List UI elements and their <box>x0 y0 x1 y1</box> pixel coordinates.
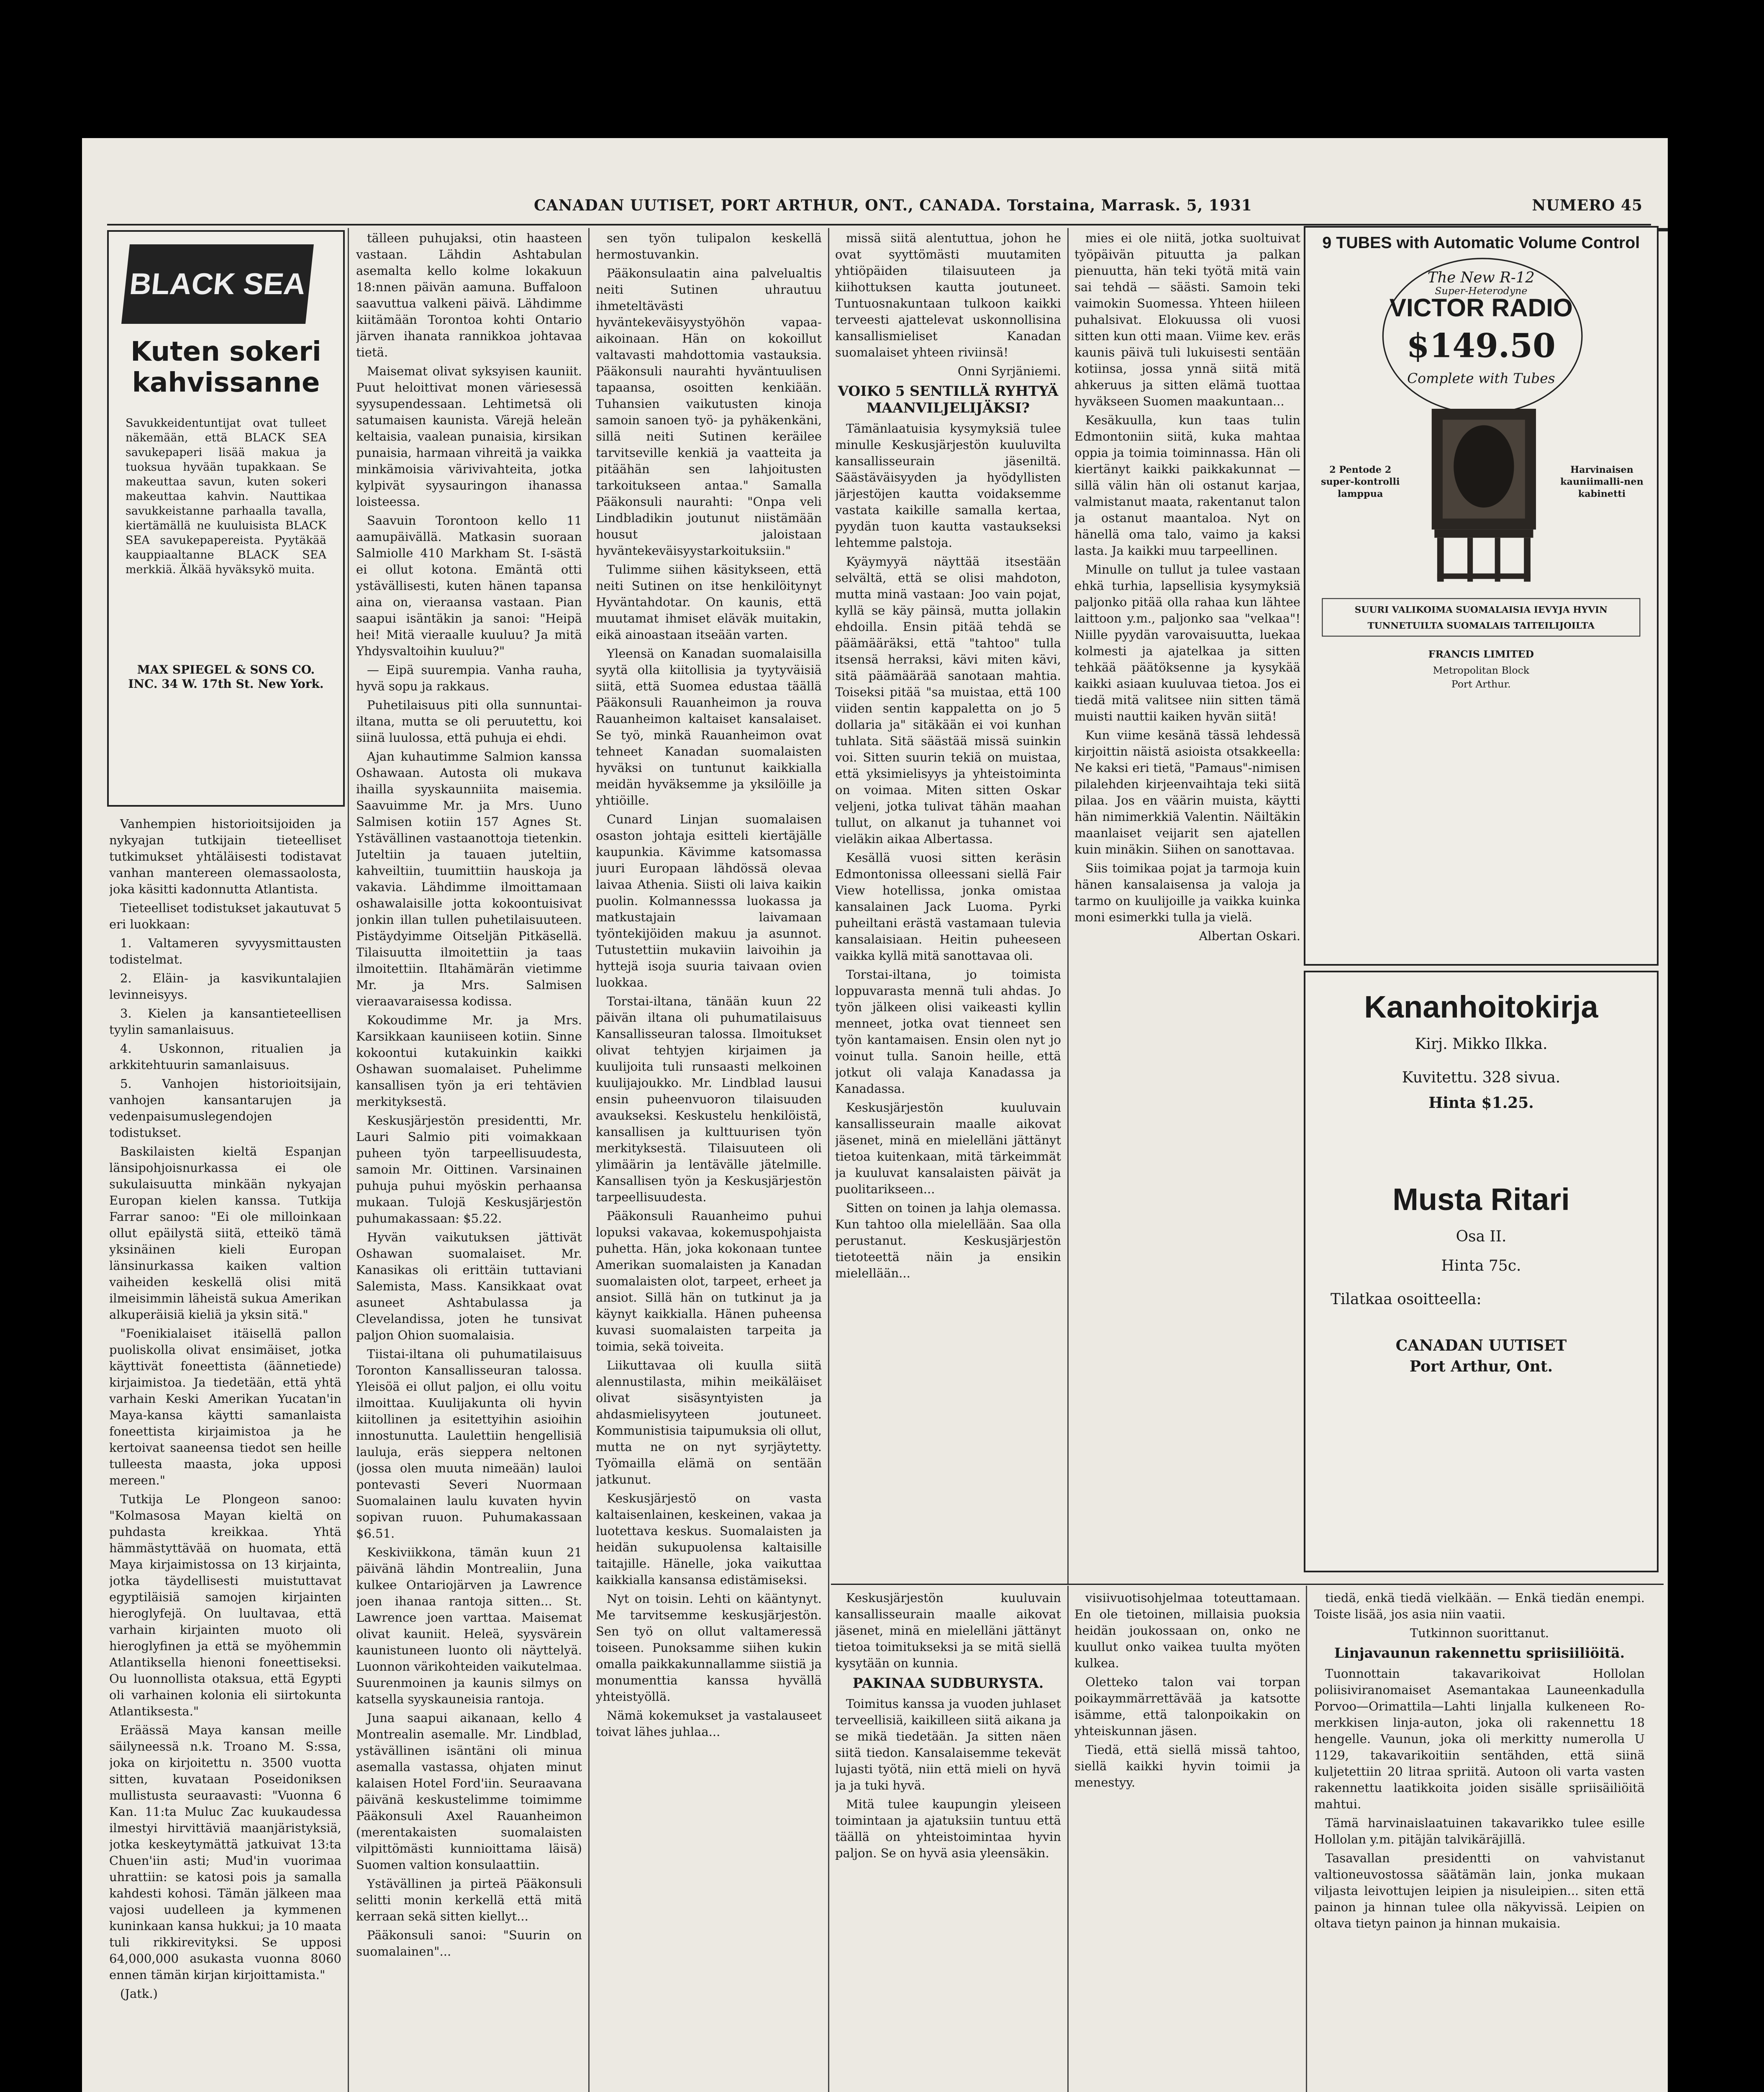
paragraph: Kokoudimme Mr. ja Mrs. Karsikkaan kauniiseen kotiin. Sinne kokoontui kutakuinkin kaikki Oshawan suomalaiset. Puhelimme kansallisen työn ja eri tehtävien merkityksestä. <box>356 1013 582 1109</box>
book-info: Kuvitettu. 328 sivua. <box>1402 1069 1561 1086</box>
paragraph: 1. Valtameren syvyysmittausten todistelmat. <box>109 936 341 967</box>
book-price: Hinta $1.25. <box>1428 1094 1534 1112</box>
paragraph: Tiedä, että siellä missä tahtoo, siellä kaikki hyvin toimii ja menestyy. <box>1074 1743 1300 1789</box>
radio-model: The New R-12 <box>1427 269 1535 286</box>
paragraph: sen työn tulipalon keskellä hermostuvankin. <box>596 231 822 262</box>
book-price-2: Hinta 75c. <box>1441 1257 1521 1274</box>
column-4-lower <box>835 1590 1061 2092</box>
paragraph: Cunard Linjan suomalaisen osaston johtaja esitteli kiertäjälle kaupunkia. Kävimme katsomassa juuri Europaan lähdössä olevaa laivaa Athenia. Siisti oli laiva kaikin puolin. Kolmannesssa luokassa ja matkustajain laivamaan työntekijöiden makuu ja asunnot. Tutustettiin mukaviin laivoihin ja hyttejä isoja suuria taivaan ovien luokkaa. <box>596 812 822 990</box>
paragraph: 2. Eläin- ja kasvikuntalajien levinneisyys. <box>109 971 341 1002</box>
paragraph: Minulle on tullut ja tulee vastaan ehkä turhia, lapsellisia kysymyksiä paljonko pitää olla rahaa kun lähtee laittoon y.m., paljonko saa "velkaa"! Niille pyydän varovaisuutta, luekaa kolmesti ja ajatelkaa ja sitten tehkää päätöksenne ja kysykää kaikki asiaan kuuluvaa tietoa. Jos ei tiedä mitä valitsee niin sitten tämä muisti nauttii kaiken hyvän siitä! <box>1074 562 1300 723</box>
paragraph: Maisemat olivat syksyisen kauniit. Puut heloittivat monen väriesessä syysupendessaan. Lehtimetsä oli satumaisen kaunista. Värejä heleän keltaisia, vaalean punaisia, kirsikan punaisia, harmaan vihreitä ja vaikka minkämoisia värivivahteita, jotka kylpivät syysauringon ihanassa loisteessa. <box>356 364 582 509</box>
paragraph: Tiistai-iltana oli puhumatilaisuus Toronton Kansallisseuran talossa. Yleisöä ei ollut paljon, ei ollu voitu ilmoittaa. Kuulijakunta oli hyvin kiitollinen ja esitettyihin asioihin innostunutta. Laulettiin hengellisiä lauluja, eräs sieppera neltonen (jossa olen muuta nimeään) lauloi pontevasti Severi Nuormaan Suomalainen laulu kuvaten hyvin sopivan ruuon. Puhumakassaan $6.51. <box>356 1347 582 1541</box>
section-rule <box>831 1584 1664 1585</box>
paragraph: mies ei ole niitä, jotka suoltuivat työpäivän pituutta ja palkan pienuutta, hän teki työtä mitä vain sai tehdä — säästi. Samoin teki vaimokin Suomessa. Yhteen hiileen puhalsivat. Elokuussa oli vuosi sitten kun otti maan. Viime kev. eräs kaunis päivä tuli lukuisesti sentään kotiinsa, jossa ynnä siitä mitä ahkeruus ja sitten elämä tuottaa hyväkseen Suomen maakuntaan... <box>1074 231 1300 408</box>
radio-dealer-city: Port Arthur. <box>1451 678 1511 690</box>
paragraph: Tulimme siihen käsitykseen, että neiti Sutinen on itse henkilöitynyt Hyväntahdotar. On kaunis, että muutamat ihmiset eläväk muitakin, eikä ainoastaan itseään varten. <box>596 562 822 642</box>
radio-headline: 9 TUBES with Automatic Volume Control <box>1322 233 1640 252</box>
paragraph: Ystävällinen ja pirteä Pääkonsuli selitti monin kerkellä että mitä kerraan sekä sitten kiellyt... <box>356 1877 582 1923</box>
paragraph: Kun viime kesänä tässä lehdessä kirjoittin näistä asioista otsakkeella: Ne kaksi eri tietä, "Pamaus"-nimisen pilalehden kirjeenvaihtaja teki siitä pilaa. Jos en väärin muista, käytti hän nimimerkkiä Valentin. Näiltäkin maanlaiset veijarit sen ajatellen kuin minäkin. Siihen on sanottavaa. <box>1074 728 1300 856</box>
radio-feature-left: 2 Pentode 2 super-kontrolli lamppua <box>1320 464 1400 500</box>
radio-banner: SUURI VALIKOIMA SUOMALAISIA IEVYJA HYVIN TUNNETUILTA SUOMALAIS TAITEILIJOILTA <box>1322 598 1640 637</box>
paragraph: Vanhempien historioitsijoiden ja nykyajan tutkijain tieteelliset tutkimukset yhtäläisesti todistavat vanhan mantereen olemassaolosta, joka käsitti kadonnutta Atlantista. <box>109 817 341 896</box>
paragraph: 3. Kielen ja kansantieteellisen tyylin samanlaisuus. <box>109 1006 341 1037</box>
paragraph: Kyäymyyä näyttää itsestään selvältä, että se olisi mahdoton, mutta minä vastaan: Joo vain pojat, kyllä se käy päinsä, mutta jollakin ehdoilla. Ensin pitää tehdä se päämääräksi, että "tahtoo" tulla itsensä herraksi, kävi miten kävi, sitä päämäärää sanotaan mahtia. Toiseksi pitää "sa muistaa, että 100 viiden sentin kappaletta on jo 5 dollaria ja" sitäkään ei voi kunhan tuhlata. Sitä säästää missä suinkin voi. Sitten suurin tekiä on muistaa, että yksimielisyys ja yhteistoiminta on voimaa. Miten sitten Oskar veljeni, jotka tulivat tähän maahan tullut, on alkanut ja tuhannet voi vieläkin aikaa Albertassa. <box>835 554 1061 846</box>
column-5 <box>1074 230 1300 1582</box>
radio-brand: VICTOR RADIO <box>1389 294 1573 322</box>
paragraph: Oletteko talon vai torpan poikaymmärrettävää ja katsotte isämme, että talonpoikakin on yhteiskunnan jäsen. <box>1074 1675 1300 1738</box>
paragraph: Tieteelliset todistukset jakautuvat 5 eri luokkaan: <box>109 901 341 931</box>
masthead-rule <box>107 224 1651 226</box>
paragraph: Baskilaisten kieltä Espanjan länsipohjoisnurkassa ei ole sukulaisuutta minkään nykyajan Europan kielen kanssa. Tutkija Farrar sanoo: "Ei ole milloinkaan ollut epäilystä siitä, etteikö tämä yksinäinen kieli Europan länsinurkassa kaiken valtion vaiheiden keskellä olisi mitä ilmeisimmin läheistä sukua Amerikan alkuperäisiä kieliä ja yksin sitä." <box>109 1144 341 1322</box>
paragraph: Toimitus kanssa ja vuoden juhlaset terveellisiä, kaikilleen siitä aikana ja se mikä tiedetään. Ja sitten näen siitä tiedon. Kansalaisemme tekevät lujasti työtä, niin että mieli on hyvä ja ja tuki hyvä. <box>835 1697 1061 1792</box>
victor-radio-ad <box>1304 226 1659 966</box>
paragraph: Kesällä vuosi sitten keräsin Edmontonissa olleessani siellä Fair View hotellissa, jonka omistaa kansalainen Jack Luoma. Pyrki puheiltani erästä vastamaan tulevia kansalaisiaan. Heitin puheeseen vaikka kyllä mitä sanottavaa oli. <box>835 851 1061 963</box>
paragraph: Yleensä on Kanadan suomalaisilla syytä olla kiitollisia ja tyytyväisiä siitä, että Suomea edustaa täällä Pääkonsuli Rauanheimon ja rouva Rauanheimon kaltaiset kansalaiset. Se työ, minkä Rauanheimon ovat tehneet Kanadan suomalaisten hyväksi on tuntunut kaikkialla meidän hyväksemme ja yksilöille ja yhtiöille. <box>596 646 822 808</box>
page-number: NUMERO 45 <box>1532 197 1643 214</box>
paragraph: Eräässä Maya kansan meille säilyneessä n.k. Troano M. S:ssa, joka on kirjoitettu n. 3500 vuotta sitten, kuvataan Poseidoniksen mullistusta seuraavasti: "Vuonna 6 Kan. 11:ta Muluc Zac kuukaudessa ilmestyi hirvittäviä maanjäristyksiä, jotka keskeytymättä jatkuivat 13:ta Chuen'iin asti; Mud'in vuorimaa uhrattiin: se katosi pois ja samalla kahdesti kohosi. Tämän jälkeen maa vajosi uudelleen ja kymmenen kuninkaan kansa hukkui; ja 10 maata tuli rikkirevityksi. Se upposi 64,000,000 asukasta vuonna 8060 ennen tämän kirjan kirjoittamista." <box>109 1723 341 1982</box>
column-4 <box>835 230 1061 1582</box>
masthead-title: CANADAN UUTISET, PORT ARTHUR, ONT., CANADA. Torstaina, Marrask. 5, 1931 <box>534 197 1252 214</box>
paragraph: Tämä harvinaislaatuinen takavarikko tulee esille Hollolan y.m. pitäjän talvikäräjillä. <box>1314 1816 1645 1846</box>
paragraph: Kesäkuulla, kun taas tulin Edmontoniin siitä, kuka mahtaa oppia ja toimia toiminnassa. Hän oli kiertänyt kaikki paikkakunnat — sillä välin hän oli ostanut karjaa, valmistanut maata, rakentanut talon ja ostanut maantaloa. Nyt on hänellä oma talo, vaimo ja kaksi lasta. Ja kaikki muu tarpeellinen. <box>1074 413 1300 558</box>
paragraph: Siis toimikaa pojat ja tarmoja kuin hänen kansalaisensa ja valoja ja tarmo on kuulijoille ja vaikka kuinka moni esimerkki tulla ja vielä. <box>1074 861 1300 924</box>
radio-price: $149.50 <box>1406 326 1556 365</box>
radio-tubes: Complete with Tubes <box>1407 370 1555 387</box>
article-headline: VOIKO 5 SENTILLÄ RYHTYÄ MAANVILJELIJÄKSI? <box>838 383 1059 416</box>
paragraph: Keskusjärjestön presidentti, Mr. Lauri Salmio piti voimakkaan puheen työn tarpeellisuudesta, samoin Mr. Oittinen. Varsinainen puhuja puhui myöskin perhaansa mukaan. Tulojä Keskusjärjestön puhumakassaan: $5.22. <box>356 1113 582 1225</box>
column-5-lower <box>1074 1590 1300 2092</box>
radio-dealer-address: Metropolitan Block <box>1433 665 1530 676</box>
paragraph: "Foenikialaiset itäisellä pallon puoliskolla olivat ensimäiset, jotka käyttivät foneettista (äännetiede) kirjaimistoa. Ja tiedetään, että yhtä varhain Keski Amerikan Yucatan'in Maya-kansa käytti samanlaista foneettista kirjaimistoa ja he kertoivat saaneensa tiedot sen heille tulleesta maasta, joka upposi mereen." <box>109 1326 341 1487</box>
paragraph: Nyt on toisin. Lehti on kääntynyt. Me tarvitsemme keskusjärjestön. Sen työ on ollut valtameressä toiseen. Punoksamme siihen kukin omalla paikkakunnallamme siistiä ja monumenttia kanssa hyvällä yhteistyöllä. <box>596 1592 822 1704</box>
paragraph: Sitten on toinen ja lahja olemassa. Kun tahtoo olla mielellään. Saa olla perustanut. Keskusjärjestön tietoteettä näin ja ensikin mielellään... <box>835 1201 1061 1280</box>
paragraph: tiedä, enkä tiedä vielkään. — Enkä tiedän enempi. Toiste lisää, jos asia niin vaatii. <box>1314 1591 1645 1621</box>
column-1 <box>109 816 341 2092</box>
signature: Albertan Oskari. <box>1199 929 1300 943</box>
black-sea-ad <box>107 230 345 807</box>
radio-ad-inner <box>1305 228 1657 711</box>
book-title: Kananhoitokirja <box>1364 990 1598 1024</box>
column-divider <box>348 228 349 2092</box>
signature: Onni Syrjäniemi. <box>957 364 1061 378</box>
book-part: Osa II. <box>1456 1228 1507 1245</box>
radio-superhet: Super-Heterodyne <box>1435 285 1528 297</box>
paragraph: — Eipä suurempia. Vanha rauha, hyvä sopu ja rakkaus. <box>356 663 582 693</box>
paragraph: Torstai-iltana, jo toimista loppuvarasta mennä tuli ahdas. Jo työn jälkeen olisi vaikeasti kyllin menneet, jotka ovat tienneet sen työn kantamaisen. Ensin olen nyt jo voinut tulla. Sanoin heille, että jotkut oli valaja Kanadassa ja Kanadassa. <box>835 967 1061 1096</box>
paragraph: Mitä tulee kaupungin yleiseen toimintaan ja ajatuksiin tuntuu että täällä on yhteistoimintaa hyvin paljon. Se on hyvä asia yleensäkin. <box>835 1797 1061 1860</box>
column-divider <box>828 228 829 2092</box>
paragraph: Nämä kokemukset ja vastalauseet toivat lähes juhlaa... <box>596 1708 822 1739</box>
paragraph: Torstai-iltana, tänään kuun 22 päivän iltana oli puhumatilaisuus Kansallisseuran talossa. Ilmoitukset olivat tehtyjen kirjaimen ja kuulijoita tuli runsaasti melkoinen kuulijajoukko. Mr. Lindblad lausui ensin puheenvuoron tilaisuuden avaukseksi. Keskustelu henkilöistä, kansallisen ja kulttuurisen työn merkityksestä. Tilaisuuteen oli ylimäärin ja lentävälle jätelmille. Kansallisen työn ja Keskusjärjestön tarpeellisuudesta. <box>596 994 822 1204</box>
radio-feature-right: Harvinaisen kauniimalli-nen kabinetti <box>1560 464 1643 500</box>
paragraph: 4. Uskonnon, ritualien ja arkkitehtuurin samanlaisuus. <box>109 1041 341 1072</box>
paragraph: Hyvän vaikutuksen jättivät Oshawan suomalaiset. Mr. Kanasikas oli erittäin tuttaviani Salemista, Mass. Kansikkaat ovat asuneet Ashtabulassa ja Clevelandissa, joten he tunsivat paljon Ohion suomalaisia. <box>356 1230 582 1342</box>
black-sea-logo: BLACK SEA <box>121 244 314 324</box>
ad-title: Kuten sokeri kahvissanne <box>131 336 321 398</box>
paragraph: Keskusjärjestön kuuluvain kansallisseurain maalle aikovat jäsenet, minä en mielelläni jättänyt tietoa toimitukseksi ja se mitä siellä kysytään on kunnia. <box>835 1591 1061 1670</box>
paragraph: (Jatk.) <box>120 1987 158 2001</box>
paragraph: Pääkonsulaatin aina palvelualtis neiti Sutinen uhrautuu ihmeteltävästi hyväntekeväisyystyöhön vapaa-aikoinaan. Hän on kokoillut valtavasti mahdottomia vastauksia. Pääkonsuli naurahti hyväntuulisen tapaansa, osoitten kenkiään. Tuhansien vaikutusten kinoja samoin sanoen työ- ja pyhäkenkäni, sillä neiti Sutinen keräilee tarvitseville kenkiä ja vaatteita ja pitäähän sen lahjoitusten tarkoitukseen antaa." Samalla Pääkonsuli naurahti: "Onpa veli Lindbladikin joutunut niistämään housut jaloistaan hyväntekeväisyystarkoituksiin." <box>596 266 822 558</box>
order-instructions: Tilatkaa osoitteella: <box>1331 1291 1482 1308</box>
publisher-city: Port Arthur, Ont. <box>1409 1358 1553 1375</box>
radio-dealer: FRANCIS LIMITED <box>1428 648 1534 660</box>
paragraph: 5. Vanhojen historioitsijain, vanhojen kansantarujen ja vedenpaisumuslegendojen todistukset. <box>109 1077 341 1140</box>
paragraph: Pääkonsuli Rauanheimo puhui lopuksi vakavaa, kokemuspohjaista puhetta. Hän, joka kokonaan tuntee Amerikan suomalaisten ja Kanadan suomalaisten olot, tarpeet, erheet ja ansiot. Sillä hän on tutkinut ja ja käynyt kaikkialla. Hänen puheensa kuvasi suomalaisten tarpeita ja toimia, sekä toiveita. <box>596 1209 822 1354</box>
column-divider <box>1067 1586 1069 2092</box>
paragraph: Saavuin Torontoon kello 11 aamupäivällä. Matkasin suoraan Salmiolle 410 Markham St. I-sästä ei ollut kotona. Emäntä otti ystävällisesti, kuten hänen tapansa aina on, vieraansa vastaan. Pian saapui isäntäkin ja sanoi: "Heipä hei! Mitä vieraalle kuuluu? Ja mitä Yhdysvaltoihin kuuluu?" <box>356 513 582 658</box>
paragraph: Pääkonsuli sanoi: "Suurin on suomalainen"... <box>356 1928 582 1959</box>
article-headline: PAKINAA SUDBURYSTA. <box>852 1675 1044 1691</box>
column-6-lower <box>1314 1590 1645 2092</box>
column-divider <box>588 228 590 2092</box>
book-ad <box>1304 971 1659 1572</box>
paragraph: Keskusjärjestön kuuluvain kansallisseurain maalle aikovat jäsenet, minä en mielelläni jättänyt tietoa kuitenkaan, mitä tärkeimmät ja kuuluvat kansalaisten päivät ja puolitarikseen... <box>835 1100 1061 1196</box>
paragraph: Tuonnottain takavarikoivat Hollolan poliisiviranomaiset Asemantakaa Launeenkadulla Porvoo—Orimattila—Lahti linjalla kulkeneen Ro-merkkisen linja-auton, joka oli rakennettu 18 hengelle. Vaunun, joka oli merkitty numerolla U 1129, takavarikoitiin sentähden, että siinä kuljetettiin 20 litraa spriitä. Autoon oli varta vasten rakennettu laatikkoita joiden sisälle spriisäiliöitä mahtui. <box>1314 1666 1645 1811</box>
masthead <box>82 192 1668 222</box>
signature: Tutkinnon suorittanut. <box>1410 1626 1549 1640</box>
column-divider <box>1067 228 1069 1584</box>
paragraph: Puhetilaisuus piti olla sunnuntai-iltana, mutta se oli peruutettu, koi siinä luulossa, että puhuja ei ehdi. <box>356 698 582 745</box>
paragraph: Liikuttavaa oli kuulla siitä alennustilasta, mihin meikäläiset olivat sisäsyntyisten ja ahdasmielisyyteen joutuneet. Kommunistisia taipumuksia oli ollut, mutta ne on nyt syrjäytetty. Työmailla elämä on sentään jatkunut. <box>596 1358 822 1487</box>
paragraph: visiivuotisohjelmaa toteuttamaan. En ole tietoinen, millaisia puoksia heidän joukossaan on, onko ne kuullut onko vaikea tuulta myöten kulkea. <box>1074 1591 1300 1670</box>
newspaper-page <box>82 138 1668 2092</box>
paragraph: Tutkija Le Plongeon sanoo: "Kolmasosa Mayan kieltä on puhdasta kreikkaa. Yhtä hämmästyttävää on huomata, että Maya kirjaimistossa on 13 kirjainta, jotka täydellisesti muistuttavat egyptiläisiä samojen kirjainten hieroglyfejä. On luultavaa, että varhain kirjainten muoto oli hieroglyfinen ja että se myöhemmin Atlantiksella hienoni foneettiseksi. Ou luonnollista otaksua, että Egypti oli varhainen kolonia eli siirtokunta Atlantiksesta." <box>109 1492 341 1718</box>
paragraph: Ajan kuhautimme Salmion kanssa Oshawaan. Autosta oli mukava ihailla syyskaunniita maisemia. Saavuimme Mr. ja Mrs. Uuno Salmisen kotiin 157 Agnes St. Ystävällinen vastaanottoja tietenkin. Juteltiin ja tauaen juteltiin, kahveiltiin, tuumittiin hauskoja ja vakavia. Lähdimme ilmoittamaan oshawalaisille jotta kokoontuisivat jonkin illan tullen puhetilaisuuteen. Pistäydyimme Oitseljän Pitkäsellä. Tilaisuutta ilmoitettiin ja taas ilmoitettiin. Iltahämärän vietimme Mr. ja Mrs. Salmisen vieraavaraisessa kodissa. <box>356 749 582 1008</box>
column-divider <box>1306 1586 1307 2092</box>
paragraph: Keskusjärjestö on vasta kaltaisenlainen, keskeinen, vakaa ja luotettava keskus. Suomalaisten ja heidän sukupuolensa kaltaisille taitajille. Hänelle, joka vaikuttaa kaikkialla kansansa edistämiseksi. <box>596 1491 822 1587</box>
article-headline: Linjavaunun rakennettu spriisiiliöitä. <box>1334 1645 1625 1661</box>
radio-cabinet-icon <box>1426 409 1542 585</box>
publisher: CANADAN UUTISET <box>1395 1337 1567 1354</box>
paragraph: tälleen puhujaksi, otin haasteen vastaan. Lähdin Ashtabulan asemalta kello kolme lokakuun 18:nnen päivän aamuna. Buffaloon saavuttua valkeni päivä. Lähdimme kiitämään Torontoa kohti Ontario järven ihanata rannikkoa johtavaa tietä. <box>356 231 582 359</box>
book-title-2: Musta Ritari <box>1392 1182 1570 1217</box>
column-2 <box>356 230 582 2092</box>
paragraph: Juna saapui aikanaan, kello 4 Montrealin asemalle. Mr. Lindblad, ystävällinen isäntäni oli minua asemalla vastassa, ohjaten minut kalaisen Hotel Ford'iin. Seuraavana päivänä keskustelimme toimimme Pääkonsuli Axel Rauanheimon (merentakaisten suomalaisten vilpittömästi kunnioittama läisä) Suomen valtion konsulaattiin. <box>356 1711 582 1872</box>
paragraph: missä siitä alentuttua, johon he ovat syyttömästi muutamiten yhtiöpäiden tilaisuuteen ja kiihottuksen kautta joutuneet. Tuntuosnakuntaan tulkoon kaikki terveesti ajattelevat uskonnollisina kansallismieliset Kanadan suomalaiset yhteen riviinsä! <box>835 231 1061 359</box>
book-author: Kirj. Mikko Ilkka. <box>1415 1036 1548 1053</box>
paragraph: Keskiviikkona, tämän kuun 21 päivänä lähdin Montrealiin, Juna kulkee Ontariojärven ja Lawrence joen ihanaa rantoja sitten... St. Lawrence joen varttaa. Maisemat olivat kauniit. Heleä, syysvärein kaunistuneen luonto oli näyttelyä. Luonnon värikohteiden vaikutelmaa. Suurenmoinen ja kaunis silmys on katsella syyskauneisia rantoja. <box>356 1545 582 1706</box>
column-3 <box>596 230 822 2092</box>
paragraph: Tämänlaatuisia kysymyksiä tulee minulle Keskusjärjestön kuuluvilta kansallisseurain jäseniltä. Säästäväisyyden ja hyödyllisten järjestöjen kautta voidaksemme vastata kaikille samalla kertaa, pyydän tuon kautta vastaukseksi lehtemme palstoja. <box>835 421 1061 550</box>
ad-address: MAX SPIEGEL & SONS CO. INC. 34 W. 17th St. New York. <box>128 663 324 691</box>
paragraph: Tasavallan presidentti on vahvistanut valtioneuvostossa säätämän lain, jonka mukaan viljasta leivottujen leipien ja nisuleipien... siten että painon ja hinnan tulee olla näkyvissä. Leipien on oltava tietyn painon ja hinnan mukaisia. <box>1314 1851 1645 1930</box>
ad-body: Savukkeidentuntijat ovat tulleet näkemään, että BLACK SEA savukepaperi lisää makua ja tuoksua hyvään tupakkaan. Se makeuttaa savun, kuten sokeri makeuttaa kahvin. Nauttikaa savukkeistanne parhaalla tavalla, kiertämällä ne kuuluisista BLACK SEA savukepapereista. Pyytäkää kauppiaaltanne BLACK SEA merkkiä. Älkää hyväksykö muita. <box>126 417 326 576</box>
